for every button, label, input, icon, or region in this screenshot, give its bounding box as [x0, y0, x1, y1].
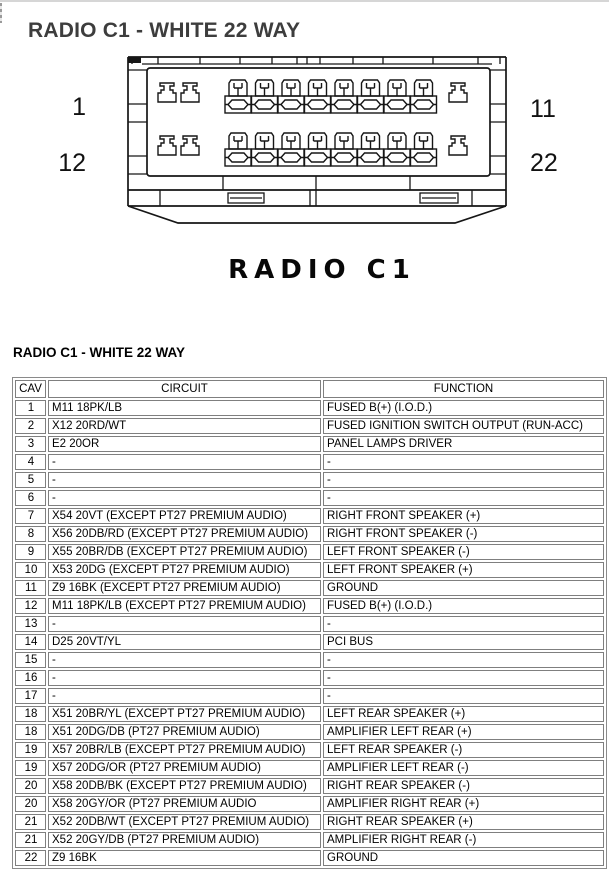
cav-cell: 15	[15, 652, 46, 668]
function-cell: FUSED B(+) (I.O.D.)	[323, 598, 604, 614]
cav-cell: 9	[15, 544, 46, 560]
function-column-header: FUNCTION	[323, 380, 604, 398]
table-row	[15, 436, 604, 452]
pinout-table	[12, 377, 607, 869]
function-cell: LEFT REAR SPEAKER (-)	[323, 742, 604, 758]
function-cell: -	[323, 454, 604, 470]
circuit-cell: X58 20DB/BK (EXCEPT PT27 PREMIUM AUDIO)	[48, 778, 321, 794]
function-cell: -	[323, 652, 604, 668]
function-cell: PANEL LAMPS DRIVER	[323, 436, 604, 452]
cav-cell: 21	[15, 814, 46, 830]
circuit-cell: -	[48, 688, 321, 704]
circuit-column-header: CIRCUIT	[48, 380, 321, 398]
circuit-cell: -	[48, 670, 321, 686]
function-cell: AMPLIFIER RIGHT REAR (-)	[323, 832, 604, 848]
cav-cell: 19	[15, 760, 46, 776]
cav-column-header: CAV	[15, 380, 46, 398]
circuit-cell: X52 20DB/WT (EXCEPT PT27 PREMIUM AUDIO)	[48, 814, 321, 830]
table-row	[15, 670, 604, 686]
circuit-cell: X52 20GY/DB (PT27 PREMIUM AUDIO)	[48, 832, 321, 848]
terminal-row-bottom	[158, 133, 467, 166]
table-row	[15, 706, 604, 722]
left-edge-artifact	[0, 3, 2, 23]
cav-cell: 5	[15, 472, 46, 488]
circuit-cell: X57 20DG/OR (PT27 PREMIUM AUDIO)	[48, 760, 321, 776]
circuit-cell: -	[48, 490, 321, 506]
function-cell: AMPLIFIER RIGHT REAR (+)	[323, 796, 604, 812]
table-row	[15, 400, 604, 416]
function-cell: RIGHT REAR SPEAKER (+)	[323, 814, 604, 830]
terminal-row-top	[158, 80, 467, 113]
table-row	[15, 562, 604, 578]
table-row	[15, 598, 604, 614]
table-row	[15, 580, 604, 596]
function-cell: -	[323, 616, 604, 632]
circuit-cell: X51 20BR/YL (EXCEPT PT27 PREMIUM AUDIO)	[48, 706, 321, 722]
circuit-cell: M11 18PK/LB	[48, 400, 321, 416]
circuit-cell: E2 20OR	[48, 436, 321, 452]
function-cell: RIGHT REAR SPEAKER (-)	[323, 778, 604, 794]
cav-cell: 21	[15, 832, 46, 848]
cav-cell: 4	[15, 454, 46, 470]
diagram-caption: RADIO C1	[228, 255, 416, 285]
connector-shell	[128, 57, 506, 223]
circuit-cell: X53 20DG (EXCEPT PT27 PREMIUM AUDIO)	[48, 562, 321, 578]
table-row	[15, 796, 604, 812]
function-cell: LEFT FRONT SPEAKER (-)	[323, 544, 604, 560]
page-title: RADIO C1 - WHITE 22 WAY	[28, 19, 301, 42]
table-row	[15, 688, 604, 704]
circuit-cell: X55 20BR/DB (EXCEPT PT27 PREMIUM AUDIO)	[48, 544, 321, 560]
table-row	[15, 832, 604, 848]
table-row	[15, 616, 604, 632]
table-row	[15, 472, 604, 488]
circuit-cell: -	[48, 616, 321, 632]
circuit-cell: X12 20RD/WT	[48, 418, 321, 434]
function-cell: FUSED B(+) (I.O.D.)	[323, 400, 604, 416]
cav-cell: 16	[15, 670, 46, 686]
circuit-cell: X57 20BR/LB (EXCEPT PT27 PREMIUM AUDIO)	[48, 742, 321, 758]
pin-label-12: 12	[58, 149, 86, 177]
function-cell: LEFT FRONT SPEAKER (+)	[323, 562, 604, 578]
pinout-table-body	[15, 400, 604, 866]
circuit-cell: M11 18PK/LB (EXCEPT PT27 PREMIUM AUDIO)	[48, 598, 321, 614]
cav-cell: 14	[15, 634, 46, 650]
function-cell: GROUND	[323, 850, 604, 866]
pin-label-11: 11	[530, 95, 556, 123]
cav-cell: 19	[15, 742, 46, 758]
circuit-cell: X51 20DG/DB (PT27 PREMIUM AUDIO)	[48, 724, 321, 740]
function-cell: PCI BUS	[323, 634, 604, 650]
table-row	[15, 544, 604, 560]
circuit-cell: X58 20GY/OR (PT27 PREMIUM AUDIO	[48, 796, 321, 812]
function-cell: RIGHT FRONT SPEAKER (+)	[323, 508, 604, 524]
table-row	[15, 418, 604, 434]
cav-cell: 22	[15, 850, 46, 866]
table-row	[15, 634, 604, 650]
pin-label-22: 22	[530, 149, 558, 177]
cav-cell: 13	[15, 616, 46, 632]
circuit-cell: X56 20DB/RD (EXCEPT PT27 PREMIUM AUDIO)	[48, 526, 321, 542]
circuit-cell: -	[48, 652, 321, 668]
connector-diagram	[0, 55, 609, 295]
function-cell: -	[323, 490, 604, 506]
table-row	[15, 760, 604, 776]
cav-cell: 2	[15, 418, 46, 434]
cav-cell: 6	[15, 490, 46, 506]
function-cell: AMPLIFIER LEFT REAR (+)	[323, 724, 604, 740]
circuit-cell: -	[48, 454, 321, 470]
page-top-border	[0, 0, 609, 2]
circuit-cell: -	[48, 472, 321, 488]
table-row	[15, 850, 604, 866]
table-row	[15, 814, 604, 830]
function-cell: LEFT REAR SPEAKER (+)	[323, 706, 604, 722]
cav-cell: 7	[15, 508, 46, 524]
cav-cell: 17	[15, 688, 46, 704]
function-cell: FUSED IGNITION SWITCH OUTPUT (RUN-ACC)	[323, 418, 604, 434]
table-row	[15, 526, 604, 542]
table-row	[15, 454, 604, 470]
function-cell: -	[323, 472, 604, 488]
table-header-row	[15, 380, 604, 398]
table-row	[15, 742, 604, 758]
function-cell: -	[323, 670, 604, 686]
table-row	[15, 508, 604, 524]
cav-cell: 20	[15, 796, 46, 812]
pin-label-1: 1	[72, 93, 86, 121]
circuit-cell: X54 20VT (EXCEPT PT27 PREMIUM AUDIO)	[48, 508, 321, 524]
circuit-cell: Z9 16BK	[48, 850, 321, 866]
function-cell: -	[323, 688, 604, 704]
function-cell: RIGHT FRONT SPEAKER (-)	[323, 526, 604, 542]
table-row	[15, 724, 604, 740]
cav-cell: 8	[15, 526, 46, 542]
circuit-cell: Z9 16BK (EXCEPT PT27 PREMIUM AUDIO)	[48, 580, 321, 596]
table-row	[15, 490, 604, 506]
cav-cell: 18	[15, 724, 46, 740]
function-cell: AMPLIFIER LEFT REAR (-)	[323, 760, 604, 776]
cav-cell: 3	[15, 436, 46, 452]
table-row	[15, 778, 604, 794]
cav-cell: 1	[15, 400, 46, 416]
cav-cell: 18	[15, 706, 46, 722]
cav-cell: 11	[15, 580, 46, 596]
cav-cell: 20	[15, 778, 46, 794]
section-title: RADIO C1 - WHITE 22 WAY	[13, 345, 186, 360]
cav-cell: 10	[15, 562, 46, 578]
cav-cell: 12	[15, 598, 46, 614]
function-cell: GROUND	[323, 580, 604, 596]
table-row	[15, 652, 604, 668]
circuit-cell: D25 20VT/YL	[48, 634, 321, 650]
